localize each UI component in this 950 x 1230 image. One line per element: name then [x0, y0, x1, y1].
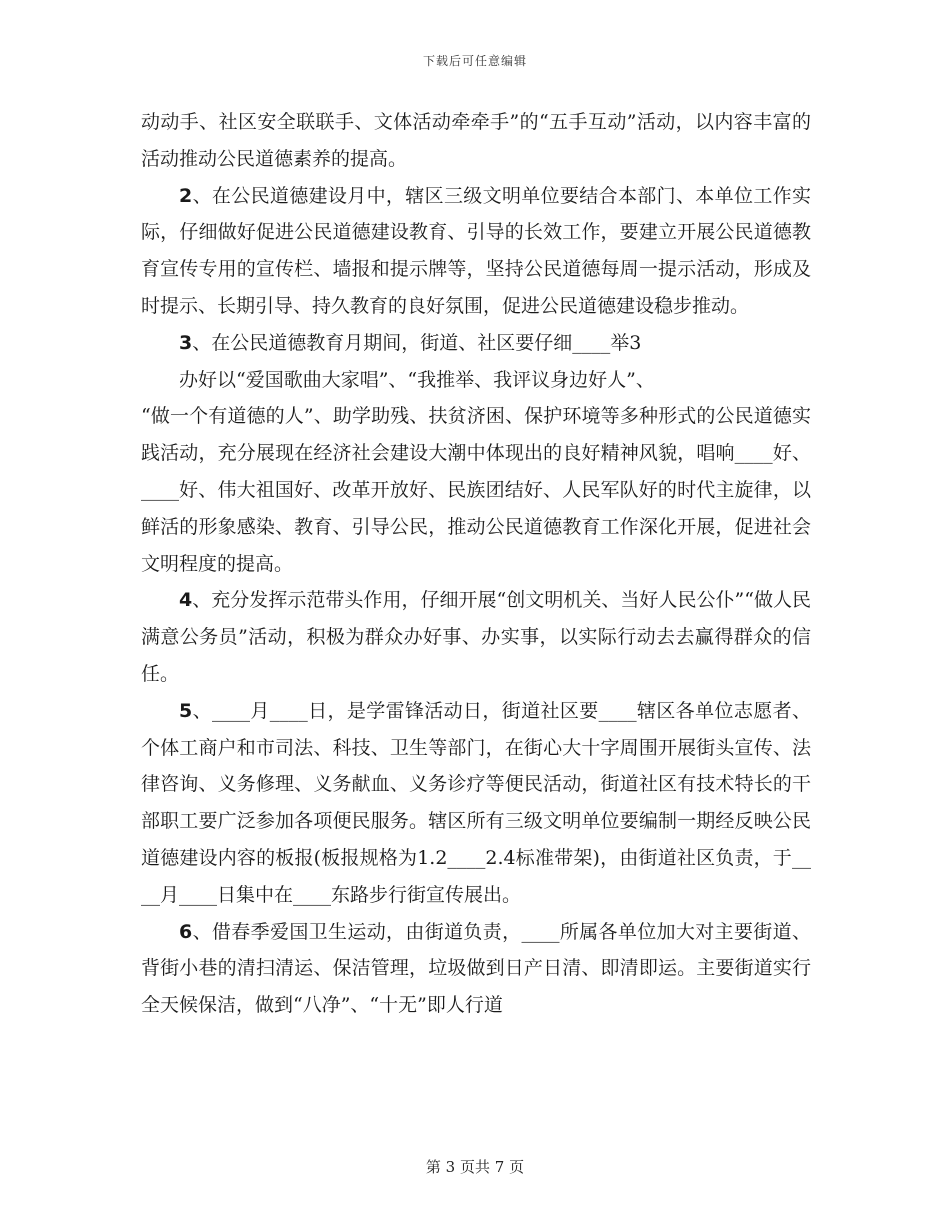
paragraph-text: 、借春季爱国卫生运动，由街道负责，____所属各单位加大对主要街道、背街小巷的清扫清运、保洁管理，垃圾做到日产日清、即清即运。主要街道实行全天候保洁，做到“八净”、“十无”即人行道	[141, 920, 811, 1017]
paragraph-text: 、在公民道德建设月中，辖区三级文明单位要结合本部门、本单位工作实际，仔细做好促进公民道德建设教育、引导的长效工作，要建立开展公民道德教育宣传专用的宣传栏、墙报和提示牌等，坚持公民道德每周一提示活动，形成及时提示、长期引导、持久教育的良好氛围，促进公民道德建设稳步推动。	[141, 184, 811, 317]
item-number: 6	[179, 920, 193, 943]
document-body	[141, 104, 811, 1024]
item-number: 5	[179, 699, 193, 722]
paragraph-4	[141, 582, 811, 692]
paragraph-1	[141, 104, 811, 178]
paragraph-text: 动动手、社区安全联联手、文体活动牵牵手”的“五手互动”活动，以内容丰富的活动推动公民道德素养的提高。	[141, 111, 811, 170]
paragraph-2	[141, 178, 811, 325]
item-number: 3	[179, 331, 193, 354]
paragraph-5	[141, 693, 811, 914]
paragraph-6	[141, 914, 811, 1024]
paragraph-3	[141, 325, 811, 362]
paragraph-text: “做一个有道德的人”、助学助残、扶贫济困、保护环境等多种形式的公民道德实践活动，充分展现在经济社会建设大潮中体现出的良好精神风貌，唱响____好、____好、伟大祖国好、改革开放好、民族团结好、人民军队好的时代主旋律，以鲜活的形象感染、教育、引导公民，推动公民道德教育工作深化开展，促进社会文明程度的提高。	[141, 405, 811, 575]
page-footer: 第 3 页共 7 页	[425, 1158, 525, 1176]
item-number: 4	[179, 589, 193, 612]
paragraph-3-continued	[141, 362, 811, 583]
paragraph-text: 、充分发挥示范带头作用，仔细开展“创文明机关、当好人民公仆”“做人民满意公务员”活动，积极为群众办好事、办实事，以实际行动去去赢得群众的信任。	[141, 589, 811, 685]
item-number: 2	[179, 184, 193, 207]
paragraph-text: 、在公民道德教育月期间，街道、社区要仔细____举3	[192, 331, 642, 354]
page-header: 下载后可任意编辑	[422, 54, 527, 68]
paragraph-text: 、____月____日，是学雷锋活动日，街道社区要____辖区各单位志愿者、个体工商户和市司法、科技、卫生等部门，在街心大十字周围开展街头宣传、法律咨询、义务修理、义务献血、义务诊疗等便民活动，街道社区有技术特长的干部职工要广泛参加各项便民服务。辖区所有三级文明单位要编制一期经反映公民道德建设内容的板报(板报规格为1.2____2.4标准带架)，由街道社区负责，于____月____日集中在____东路步行街宣传展出。	[141, 699, 811, 906]
paragraph-lead-line: 办好以“爱国歌曲大家唱”、“我推举、我评议身边好人”、	[179, 368, 655, 391]
